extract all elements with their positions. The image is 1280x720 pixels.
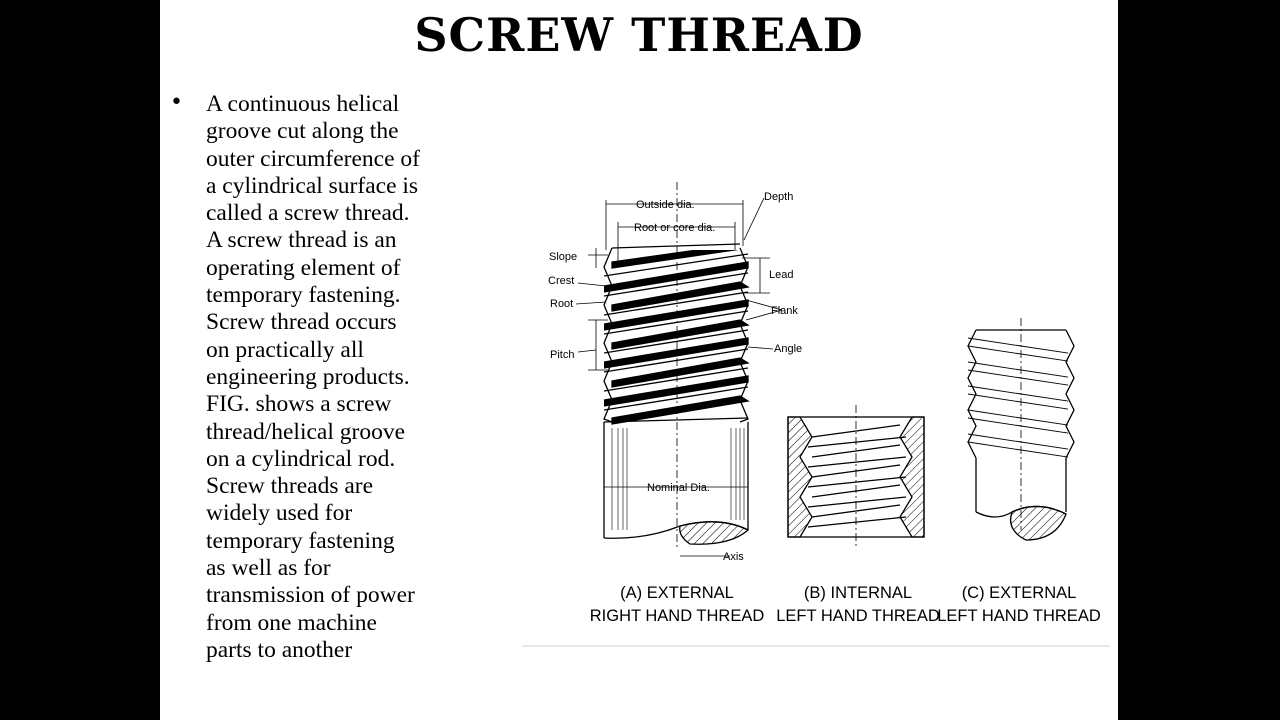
label-nominal-dia: Nominal Dia.: [647, 482, 710, 494]
body-line: temporary fastening.: [206, 282, 401, 309]
caption-c-line2: LEFT HAND THREAD: [937, 607, 1101, 625]
body-line: from one machine: [206, 609, 377, 636]
label-pitch: Pitch: [550, 349, 575, 361]
caption-a-line2: RIGHT HAND THREAD: [589, 607, 765, 625]
body-line: engineering products.: [206, 363, 410, 390]
label-depth: Depth: [764, 191, 794, 203]
body-line: a cylindrical surface is: [206, 172, 419, 199]
slide: [160, 0, 1118, 720]
body-line: temporary fastening: [206, 527, 395, 554]
body-line: parts to another: [206, 636, 353, 663]
label-root: Root: [550, 298, 574, 310]
internal-left-hand-thread: [788, 405, 924, 548]
body-line: Screw threads are: [206, 473, 374, 500]
body-text: [206, 91, 506, 664]
caption-b-line2: LEFT HAND THREAD: [776, 607, 940, 625]
caption-c-line1: (C) EXTERNAL: [961, 584, 1077, 602]
body-line: outer circumference of: [206, 145, 420, 172]
external-right-hand-thread: [576, 182, 782, 556]
body-line: widely used for: [206, 500, 353, 527]
body-line: operating element of: [206, 254, 401, 281]
body-line: as well as for: [206, 555, 331, 582]
slide-title: SCREW THREAD: [414, 8, 864, 62]
body-line: on a cylindrical rod.: [206, 445, 396, 472]
body-line: called a screw thread.: [206, 200, 410, 227]
body-line: A continuous helical: [206, 91, 400, 117]
label-root-dia: Root or core dia.: [634, 222, 716, 234]
body-line: transmission of power: [206, 582, 415, 609]
body-line: Screw thread occurs: [206, 309, 397, 336]
bullet-marker: •: [170, 90, 183, 115]
label-crest: Crest: [548, 275, 575, 287]
label-outside-dia: Outside dia.: [636, 199, 695, 211]
body-line: thread/helical groove: [206, 418, 406, 445]
body-line: A screw thread is an: [206, 227, 397, 254]
body-line: FIG. shows a screw: [206, 391, 392, 418]
label-axis: Axis: [723, 551, 744, 563]
label-angle: Angle: [774, 343, 803, 355]
label-slope: Slope: [549, 251, 578, 263]
caption-b-line1: (B) INTERNAL: [803, 584, 913, 602]
label-lead: Lead: [769, 269, 794, 281]
caption-a-line1: (A) EXTERNAL: [620, 584, 734, 602]
body-line: on practically all: [206, 336, 364, 363]
screw-thread-figure: [520, 170, 1118, 660]
external-thread-labels: [548, 191, 802, 563]
figure-captions: [590, 584, 1101, 625]
label-flank: Flank: [771, 305, 798, 317]
external-left-hand-thread: [968, 318, 1074, 540]
body-line: groove cut along the: [206, 118, 399, 145]
